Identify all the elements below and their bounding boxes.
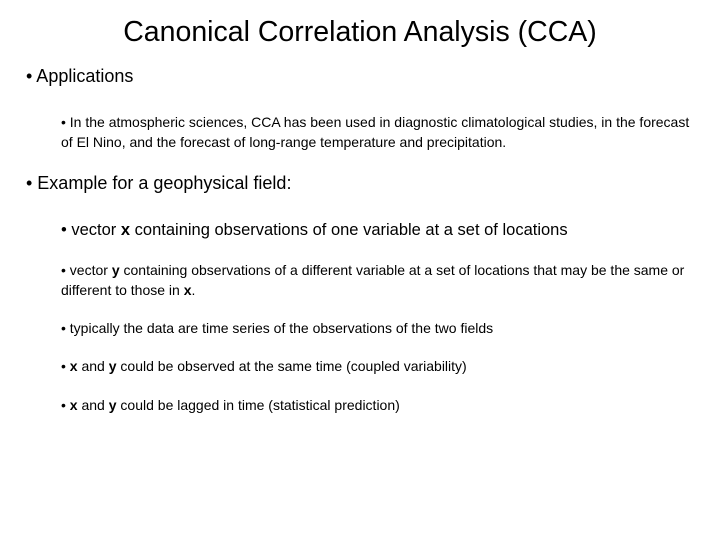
variable-y: y [108,397,117,413]
variable-x: x [69,397,78,413]
variable-x: x [120,221,131,239]
slide-title: Canonical Correlation Analysis (CCA) [123,16,597,48]
example-item-2: • vector y containing observations of a different variable at a set of locations that may be the same or different to those in x. [61,262,685,298]
variable-x: x [69,358,78,374]
applications-heading: • Applications [26,66,134,86]
example-item-5: • x and y could be lagged in time (statistical prediction) [61,397,400,413]
example-item-3: • typically the data are time series of the observations of the two fields [61,320,494,336]
example-item-4: • x and y could be observed at the same time (coupled variability) [61,358,467,374]
variable-y: y [108,358,117,374]
example-heading: • Example for a geophysical field: [26,173,292,193]
variable-y: y [111,262,120,278]
example-item-1: • vector x containing observations of one variable at a set of locations [61,221,568,239]
applications-item: • In the atmospheric sciences, CCA has been used in diagnostic climatological studies, in the forecast of El Nino, and the forecast of long-range temperature and precipitation. [61,114,690,150]
variable-x: x [183,282,192,298]
